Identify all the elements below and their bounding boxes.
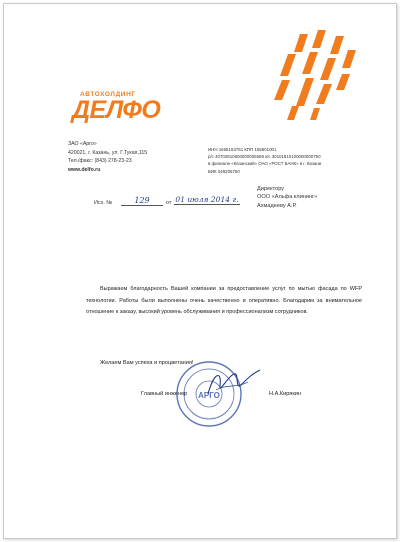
letter-page: [3, 3, 397, 539]
addressee-company: ООО «Альфа клининг»: [257, 194, 318, 201]
signatory-role: Главный инженер: [141, 391, 188, 397]
sender-phone: Тел./факс: (843) 278-23-23: [68, 158, 132, 165]
ref-number-label: Исх. №: [94, 200, 113, 206]
letter-closing: Желаем Вам успеха и процветания!: [100, 360, 194, 366]
bank-accounts: р/с 40702810600000005569 к/с 30101810100000000750: [208, 154, 321, 160]
ref-date-label: от: [166, 200, 172, 206]
ref-date-value: 01 июля 2014 г.: [175, 195, 239, 204]
bank-bik: БИК 049205750: [208, 168, 240, 174]
bank-inn-kpp: ИНН 1655153761 КПП 165501001: [208, 147, 277, 152]
signatory-name: Н.А.Кирякин: [269, 391, 302, 397]
sender-company: ЗАО «Арго»: [68, 141, 97, 147]
addressee-block: [257, 185, 377, 210]
sender-website: www.delfo.ru: [68, 166, 101, 173]
addressee-title: Директору: [257, 186, 285, 192]
bank-details: [208, 146, 368, 175]
logo-wordmark: ДЕЛФО: [72, 96, 161, 124]
signature-line: [141, 391, 381, 401]
letter-body: [86, 284, 362, 319]
addressee-person: Ахмадееву А.Р.: [257, 202, 297, 209]
logo-tagline: АВТОХОЛДИНГ: [80, 91, 136, 98]
outgoing-reference: [94, 196, 254, 210]
bank-branch: в филиале «Казанский» ОАО «РОСТ БАНК» в г. Казани: [208, 161, 322, 167]
ref-number-value: 129: [121, 196, 163, 206]
body-paragraph: Выражаем благодарность Вашей компании за предоставление услуг по мытью фасада по WFP технологии. Работы были выполнены очень качественно и оперативно. Благодарим за внимательное отношение к заказу, высокий уровень обслуживания и профессионализм сотрудников.: [86, 286, 362, 316]
svg-text:АРГО: АРГО: [198, 391, 220, 400]
brand-mark-icon: [262, 30, 370, 122]
sender-details: [68, 140, 198, 174]
sender-address: 420021, г. Казань, ул. Г.Тукая,115: [68, 149, 148, 156]
